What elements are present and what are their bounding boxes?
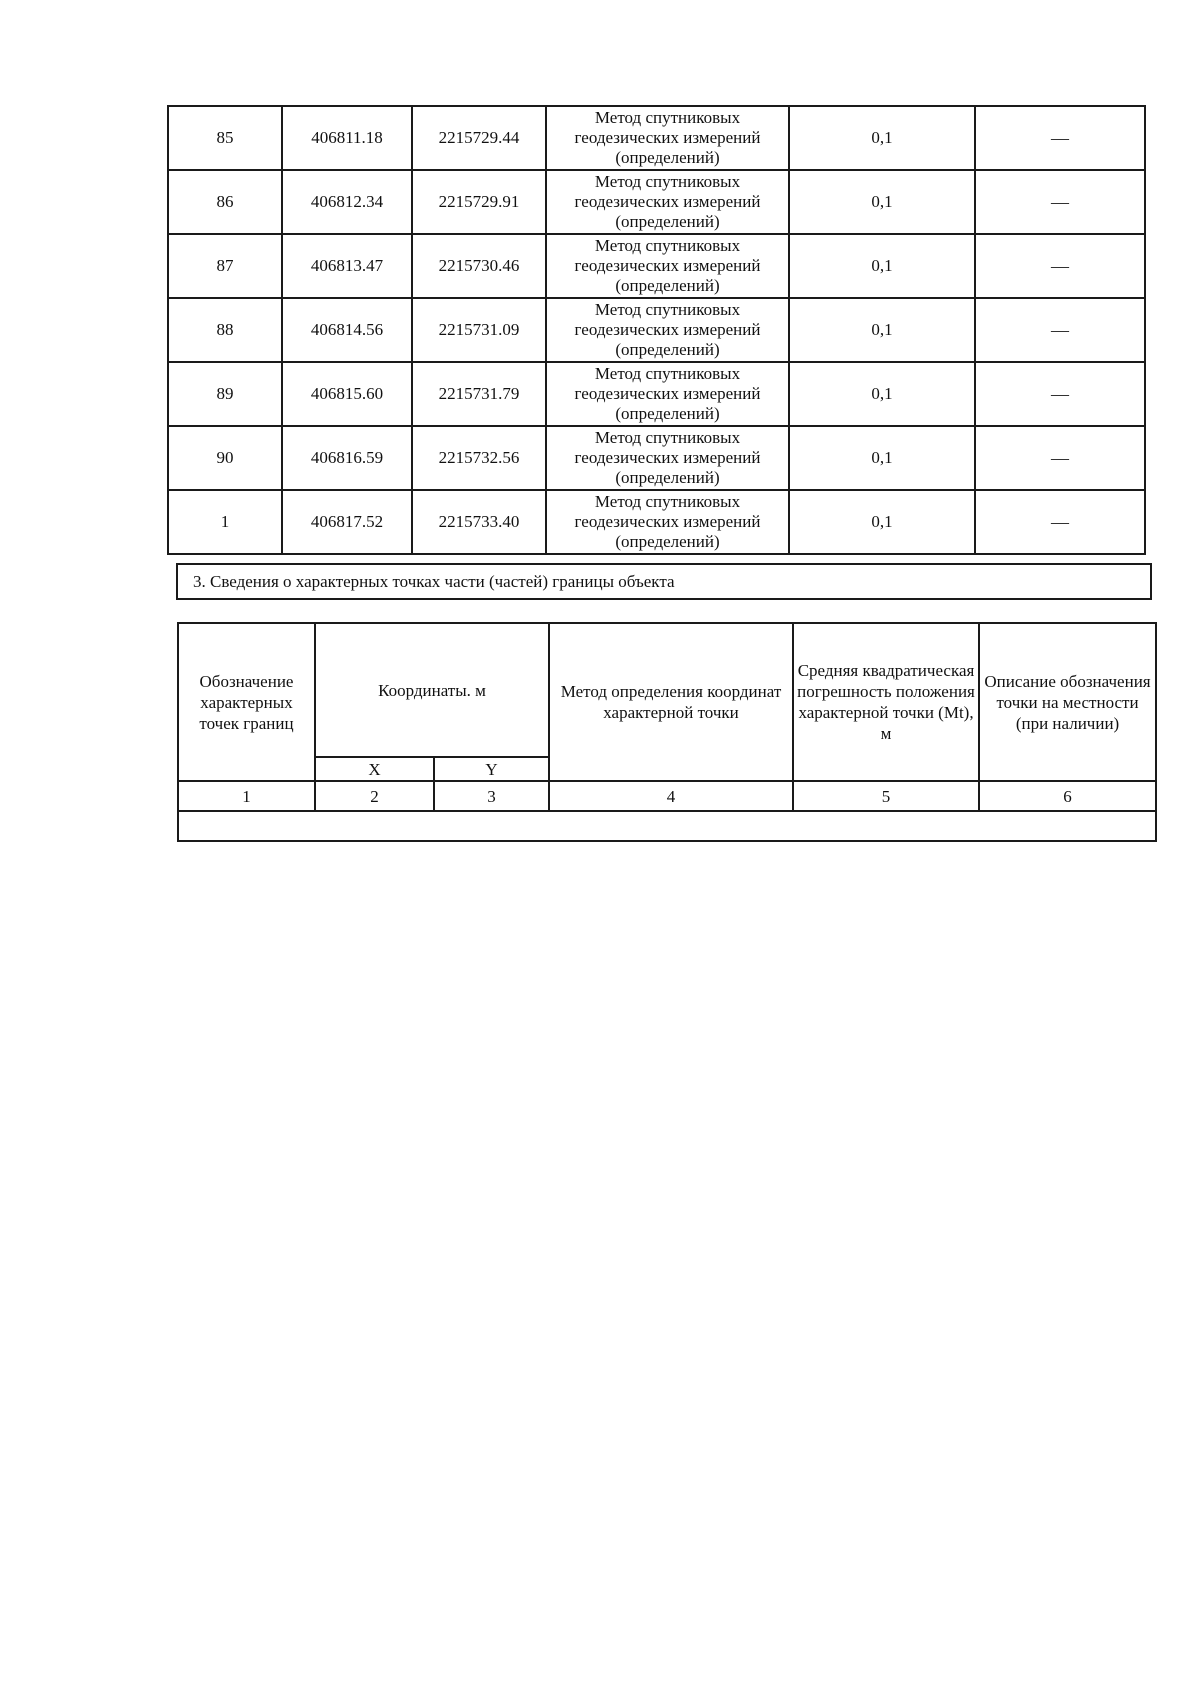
parts-table xyxy=(177,622,1157,842)
table-row xyxy=(168,426,1145,490)
point-number-cell: 87 xyxy=(168,234,282,298)
table-row xyxy=(168,362,1145,426)
mt-value-cell: 0,1 xyxy=(789,490,975,554)
description-cell: — xyxy=(975,298,1145,362)
point-number-cell: 90 xyxy=(168,426,282,490)
column-number: 3 xyxy=(434,781,549,811)
x-coordinate-cell: 406812.34 xyxy=(282,170,412,234)
table-row xyxy=(168,490,1145,554)
description-cell: — xyxy=(975,106,1145,170)
description-cell: — xyxy=(975,490,1145,554)
parts-header-row xyxy=(178,623,1156,757)
empty-data-row xyxy=(178,811,1156,841)
description-cell: — xyxy=(975,234,1145,298)
point-number-cell: 89 xyxy=(168,362,282,426)
header-designation: Обозначение характерных точек границ xyxy=(178,623,315,781)
section-3-heading-box xyxy=(176,563,1152,600)
header-coordinates: Координаты. м xyxy=(315,623,549,757)
x-coordinate-cell: 406816.59 xyxy=(282,426,412,490)
method-cell: Метод спутниковых геодезических измерений (определений) xyxy=(546,234,789,298)
column-number-row xyxy=(178,781,1156,811)
x-coordinate-cell: 406815.60 xyxy=(282,362,412,426)
y-coordinate-cell: 2215729.91 xyxy=(412,170,546,234)
table-row xyxy=(168,106,1145,170)
description-cell: — xyxy=(975,170,1145,234)
header-mt: Средняя квадратическая погрешность положения характерной точки (Mt), м xyxy=(793,623,979,781)
method-cell: Метод спутниковых геодезических измерений (определений) xyxy=(546,170,789,234)
x-coordinate-cell: 406814.56 xyxy=(282,298,412,362)
point-number-cell: 88 xyxy=(168,298,282,362)
description-cell: — xyxy=(975,426,1145,490)
mt-value-cell: 0,1 xyxy=(789,234,975,298)
column-number: 4 xyxy=(549,781,793,811)
mt-value-cell: 0,1 xyxy=(789,426,975,490)
column-number: 1 xyxy=(178,781,315,811)
y-coordinate-cell: 2215732.56 xyxy=(412,426,546,490)
mt-value-cell: 0,1 xyxy=(789,106,975,170)
y-coordinate-cell: 2215731.09 xyxy=(412,298,546,362)
column-number: 5 xyxy=(793,781,979,811)
mt-value-cell: 0,1 xyxy=(789,362,975,426)
description-cell: — xyxy=(975,362,1145,426)
x-coordinate-cell: 406811.18 xyxy=(282,106,412,170)
y-coordinate-cell: 2215731.79 xyxy=(412,362,546,426)
method-cell: Метод спутниковых геодезических измерений (определений) xyxy=(546,426,789,490)
method-cell: Метод спутниковых геодезических измерений (определений) xyxy=(546,490,789,554)
header-method: Метод определения координат характерной точки xyxy=(549,623,793,781)
header-x: X xyxy=(315,757,434,781)
point-number-cell: 85 xyxy=(168,106,282,170)
x-coordinate-cell: 406813.47 xyxy=(282,234,412,298)
table-row xyxy=(168,234,1145,298)
header-y: Y xyxy=(434,757,549,781)
table-row xyxy=(168,298,1145,362)
method-cell: Метод спутниковых геодезических измерений (определений) xyxy=(546,106,789,170)
method-cell: Метод спутниковых геодезических измерений (определений) xyxy=(546,362,789,426)
point-number-cell: 1 xyxy=(168,490,282,554)
y-coordinate-cell: 2215729.44 xyxy=(412,106,546,170)
mt-value-cell: 0,1 xyxy=(789,170,975,234)
table-row xyxy=(168,170,1145,234)
y-coordinate-cell: 2215730.46 xyxy=(412,234,546,298)
point-number-cell: 86 xyxy=(168,170,282,234)
x-coordinate-cell: 406817.52 xyxy=(282,490,412,554)
mt-value-cell: 0,1 xyxy=(789,298,975,362)
y-coordinate-cell: 2215733.40 xyxy=(412,490,546,554)
column-number: 2 xyxy=(315,781,434,811)
points-table-body xyxy=(168,106,1145,554)
column-number: 6 xyxy=(979,781,1156,811)
empty-cell xyxy=(178,811,1156,841)
points-table xyxy=(167,105,1146,555)
method-cell: Метод спутниковых геодезических измерений (определений) xyxy=(546,298,789,362)
section-3-title: 3. Сведения о характерных точках части (частей) границы объекта xyxy=(193,572,675,591)
header-description: Описание обозначения точки на местности (при наличии) xyxy=(979,623,1156,781)
